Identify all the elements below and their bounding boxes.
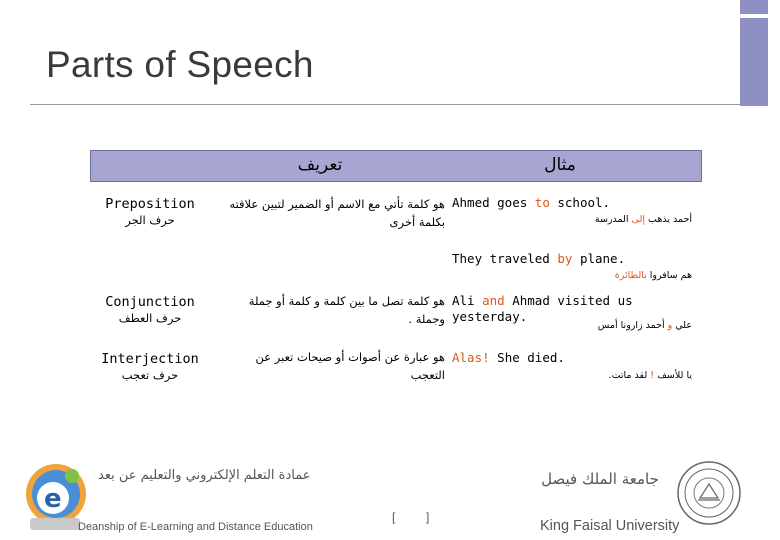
term-en: Interjection bbox=[101, 351, 199, 367]
example-ar-highlight: إلى bbox=[631, 214, 645, 225]
example-text: They traveled bbox=[452, 251, 558, 266]
example-ar-text: أحمد زارونا أمس bbox=[597, 320, 668, 331]
corner-block-top bbox=[740, 0, 768, 14]
example-ar-text: أحمد يذهب bbox=[645, 214, 692, 225]
term-ar: حرف الجر bbox=[125, 213, 175, 227]
header-definition: تعريف bbox=[297, 155, 343, 175]
definition-preposition: هو كلمة تأتي مع الاسم أو الضمير لتبين علاقته بكلمة أخرى bbox=[229, 197, 445, 229]
definition-interjection: هو عبارة عن أصوات أو صيحات تعبر عن التعجب bbox=[255, 350, 445, 382]
example-preposition-2 bbox=[452, 251, 702, 267]
example-conjunction-1-ar bbox=[452, 320, 692, 331]
table-header-bar bbox=[90, 150, 702, 182]
term-en: Conjunction bbox=[105, 294, 195, 310]
term-preposition bbox=[90, 196, 210, 228]
example-interjection-1-ar bbox=[452, 370, 692, 381]
term-en: Preposition bbox=[105, 196, 195, 212]
university-arabic: جامعة الملك فيصل bbox=[541, 470, 659, 488]
example-interjection-1 bbox=[452, 350, 702, 366]
example-ar-highlight: بالطائرة bbox=[614, 270, 647, 281]
deanship-arabic: عمادة التعلم الإلكتروني والتعليم عن بعد bbox=[98, 468, 311, 483]
slide-title: Parts of Speech bbox=[46, 44, 314, 85]
university-english: King Faisal University bbox=[540, 518, 680, 534]
example-text: Ali bbox=[452, 293, 483, 308]
term-conjunction bbox=[90, 294, 210, 326]
example-text: school. bbox=[549, 195, 611, 210]
example-text: She died. bbox=[489, 350, 565, 365]
example-ar-text: يا للأسف bbox=[654, 370, 692, 381]
bracket-right: ] bbox=[426, 510, 430, 524]
term-ar: حرف تعجب bbox=[121, 368, 179, 382]
example-ar-text: المدرسة bbox=[594, 214, 632, 225]
example-highlight: by bbox=[557, 251, 573, 266]
example-text: Ahmad visited us yesterday. bbox=[452, 293, 633, 324]
deanship-english: Deanship of E-Learning and Distance Education bbox=[78, 521, 313, 533]
example-ar-text: علي bbox=[672, 320, 692, 331]
example-preposition-1-ar bbox=[452, 214, 692, 225]
bracket-left: [ bbox=[392, 510, 396, 524]
definition-conjunction: هو كلمة تصل ما بين كلمة و كلمة أو جملة وجملة . bbox=[248, 294, 445, 326]
example-ar-highlight: و bbox=[667, 320, 673, 331]
example-preposition-2-ar bbox=[452, 270, 692, 281]
svg-text:e: e bbox=[44, 484, 62, 514]
example-highlight: and bbox=[482, 293, 505, 308]
example-ar-text: لقد ماتت. bbox=[608, 370, 651, 381]
example-preposition-1 bbox=[452, 195, 702, 211]
kfu-seal-icon bbox=[676, 460, 742, 526]
title-divider bbox=[30, 104, 740, 105]
term-interjection bbox=[90, 351, 210, 383]
term-ar: حرف العطف bbox=[118, 311, 182, 325]
example-highlight: to bbox=[534, 195, 550, 210]
example-ar-text: هم سافروا bbox=[646, 270, 692, 281]
example-text: plane. bbox=[572, 251, 626, 266]
corner-block-bottom bbox=[740, 18, 768, 106]
example-text: Ahmed goes bbox=[452, 195, 535, 210]
example-ar-highlight: ! bbox=[650, 370, 655, 381]
example-highlight: Alas! bbox=[452, 350, 490, 365]
header-example: مثال bbox=[544, 155, 576, 175]
